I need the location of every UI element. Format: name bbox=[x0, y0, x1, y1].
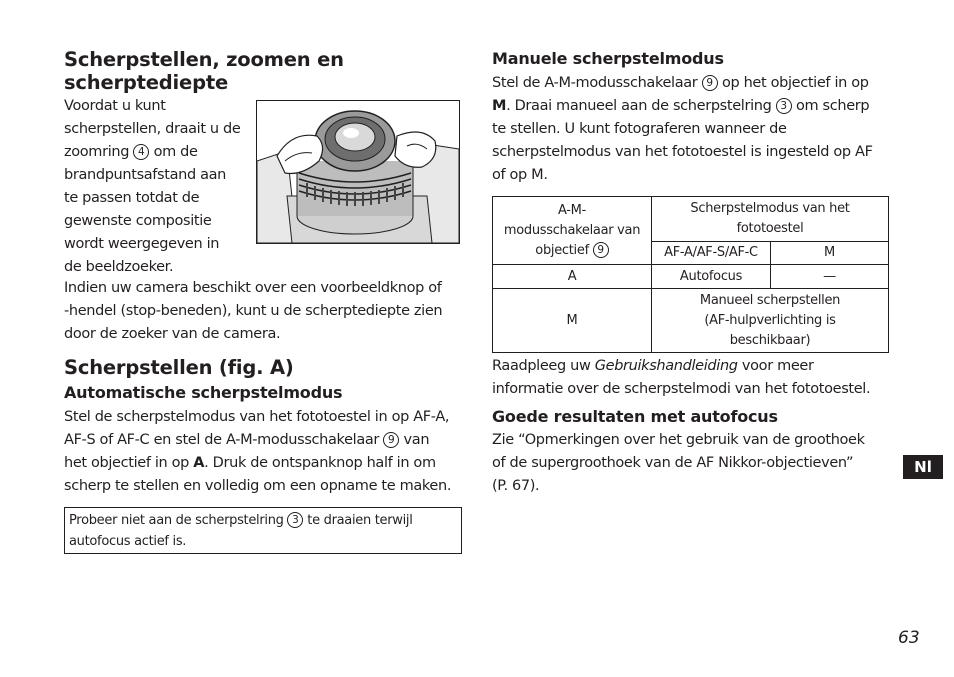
text-line: het objectief in op A. Druk de ontspanknop half in om bbox=[64, 455, 436, 471]
table-row bbox=[493, 289, 889, 353]
language-tab: Nl bbox=[903, 455, 943, 479]
text-line: Probeer niet aan de scherpstelring 3 te draaien terwijl bbox=[69, 513, 413, 528]
ref-number-badge: 3 bbox=[287, 512, 303, 528]
reference-paragraph bbox=[492, 355, 902, 401]
text-line: door de zoeker van de camera. bbox=[64, 326, 281, 342]
text-line: of de supergroothoek van de AF Nikkor-objectieven” bbox=[492, 455, 854, 471]
text-line: wordt weergegeven in bbox=[64, 236, 220, 252]
heading-line: Scherpstellen, zoomen en bbox=[64, 48, 344, 71]
table-cell: — bbox=[771, 265, 889, 289]
text-line: zoomring 4 om de bbox=[64, 144, 198, 160]
section-heading bbox=[64, 48, 464, 94]
text-line: Stel de A-M-modusschakelaar 9 op het objectief in op bbox=[492, 75, 869, 91]
text-line: -hendel (stop-beneden), kunt u de scherptediepte zien bbox=[64, 303, 443, 319]
section-heading-fig-a: Scherpstellen (fig. A) bbox=[64, 356, 294, 379]
auto-paragraph bbox=[64, 406, 466, 498]
ref-number-badge: 9 bbox=[702, 75, 718, 91]
focus-mode-table bbox=[492, 196, 889, 353]
table-cell: Manueel scherpstellen (AF-hulpverlichting is beschikbaar) bbox=[652, 289, 889, 353]
subheading-auto-focus: Automatische scherpstelmodus bbox=[64, 383, 343, 402]
ref-number-badge: 3 bbox=[776, 98, 792, 114]
dof-paragraph bbox=[64, 277, 464, 346]
table-header-cell: M bbox=[771, 242, 889, 265]
table-row bbox=[493, 265, 889, 289]
ref-number-badge: 9 bbox=[593, 242, 609, 258]
text-line: scherpstelmodus van het fototoestel is ingesteld op AF bbox=[492, 144, 873, 160]
text-line: M. Draai manueel aan de scherpstelring 3 om scherp bbox=[492, 98, 870, 114]
text-line: (P. 67). bbox=[492, 478, 540, 494]
text-line: te passen totdat de bbox=[64, 190, 200, 206]
text-line: AF-S of AF-C en stel de A-M-modusschakelaar 9 van bbox=[64, 432, 430, 448]
ref-number-badge: 9 bbox=[383, 432, 399, 448]
text-line: scherpstellen, draait u de bbox=[64, 121, 241, 137]
lens-zoom-ring-illustration bbox=[256, 100, 460, 244]
page-number: 63 bbox=[898, 628, 920, 648]
text-line: brandpuntsafstand aan bbox=[64, 167, 226, 183]
table-cell: A bbox=[493, 265, 652, 289]
heading-line: scherptediepte bbox=[64, 71, 228, 94]
table-header-cell: AF-A/AF-S/AF-C bbox=[652, 242, 771, 265]
text-line: Indien uw camera beschikt over een voorbeeldknop of bbox=[64, 280, 442, 296]
subheading-good-results: Goede resultaten met autofocus bbox=[492, 407, 778, 426]
lens-illustration-icon bbox=[257, 101, 459, 243]
text-line: of op M. bbox=[492, 167, 548, 183]
text-line: te stellen. U kunt fotograferen wanneer de bbox=[492, 121, 787, 137]
ref-number-badge: 4 bbox=[133, 144, 149, 160]
table-header-cell: Scherpstelmodus van het fototoestel bbox=[652, 197, 889, 242]
text-line: scherp te stellen en volledig om een opname te maken. bbox=[64, 478, 452, 494]
intro-paragraph bbox=[64, 95, 254, 279]
table-cell: M bbox=[493, 289, 652, 353]
table-header-cell: A-M- modusschakelaar van objectief 9 bbox=[493, 197, 652, 265]
text-line: Voordat u kunt bbox=[64, 98, 166, 114]
text-line: Zie “Opmerkingen over het gebruik van de groothoek bbox=[492, 432, 865, 448]
text-line: de beeldzoeker. bbox=[64, 259, 174, 275]
table-cell: Autofocus bbox=[652, 265, 771, 289]
text-line: Raadpleeg uw Gebruikshandleiding voor meer bbox=[492, 358, 814, 374]
text-line: Stel de scherpstelmodus van het fototoestel in op AF-A, bbox=[64, 409, 450, 425]
manual-paragraph bbox=[492, 72, 892, 187]
table-row bbox=[493, 197, 889, 242]
text-line: gewenste compositie bbox=[64, 213, 212, 229]
good-results-paragraph bbox=[492, 429, 892, 498]
subheading-manual-focus: Manuele scherpstelmodus bbox=[492, 49, 724, 68]
text-line: informatie over de scherpstelmodi van het fototoestel. bbox=[492, 381, 871, 397]
note-box bbox=[64, 507, 462, 554]
text-line: autofocus actief is. bbox=[69, 534, 187, 549]
